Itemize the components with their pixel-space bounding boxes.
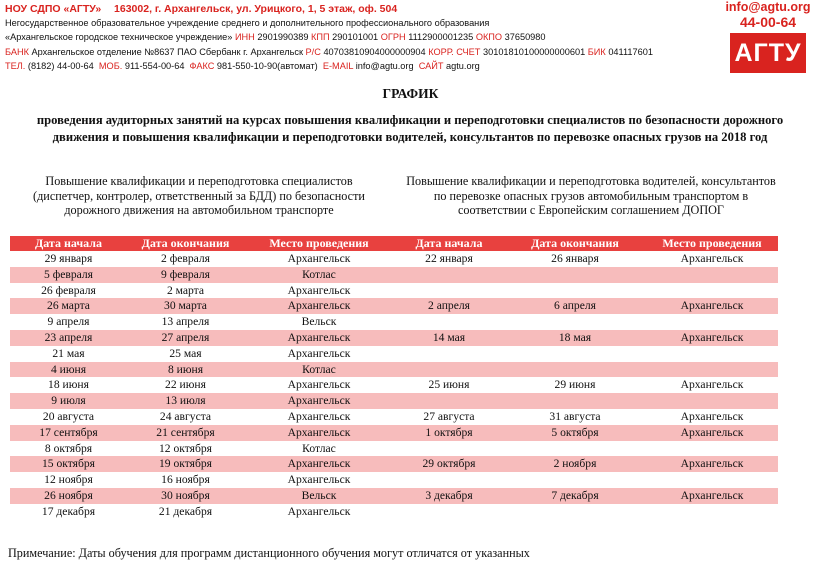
cell-start-left: 9 апреля — [47, 315, 90, 329]
cell-start-right — [394, 346, 504, 362]
cell-place-right: Архангельск — [680, 425, 744, 439]
cell-start-right — [394, 393, 504, 409]
cell-end-left: 19 октября — [158, 457, 213, 471]
tel-label: ТЕЛ. — [5, 60, 26, 71]
cell-place-left: Котлас — [302, 441, 336, 455]
cell-end-left: 30 ноября — [161, 488, 210, 502]
email-label: E-MAIL — [322, 60, 354, 71]
cell-end-left: 12 октября — [158, 441, 213, 455]
cell-start-left: 17 декабря — [41, 504, 96, 518]
table-row — [10, 362, 778, 378]
cell-end-left: 21 сентября — [156, 425, 215, 439]
cell-end-right: 7 декабря — [551, 488, 599, 502]
table-row — [10, 441, 778, 457]
org-address: 163002, г. Архангельск, ул. Урицкого, 1, 5 этаж, оф. 504 — [114, 3, 398, 15]
letterhead-line-5 — [5, 59, 725, 73]
col-header-end-right: Дата окончания — [531, 236, 619, 250]
cell-place-left: Архангельск — [287, 283, 351, 297]
rs-value: 40703810904000000904 — [323, 46, 426, 57]
cell-start-right: 3 декабря — [425, 488, 473, 502]
cell-start-left: 26 февраля — [41, 283, 96, 297]
cell-start-left: 5 февраля — [44, 267, 93, 281]
cell-start-right — [394, 504, 504, 520]
cell-place-right — [646, 267, 778, 283]
cell-start-right: 25 июня — [428, 378, 470, 392]
cell-start-left: 17 сентября — [39, 425, 98, 439]
cell-place-left: Котлас — [302, 267, 336, 281]
cell-start-left: 20 августа — [42, 409, 95, 423]
table-row — [10, 346, 778, 362]
letterhead-line-4 — [5, 45, 725, 59]
ogrn-label: ОГРН — [380, 32, 406, 43]
program-left-title: Повышение квалификации и переподготовка специалистов (диспетчер, контролер, ответственный за БДД) по безопасности дорожного движения на автомобильном транспорте — [33, 174, 365, 217]
table-row — [10, 409, 778, 425]
cell-place-right — [646, 346, 778, 362]
cell-end-right — [504, 346, 646, 362]
fax-label: ФАКС — [189, 60, 215, 71]
cell-end-right: 31 августа — [549, 409, 601, 423]
cell-end-left: 16 ноября — [161, 473, 210, 487]
table-row — [10, 425, 778, 441]
cell-place-left: Архангельск — [287, 457, 351, 471]
okpo-label: ОКПО — [475, 32, 503, 43]
cell-end-right — [504, 267, 646, 283]
cell-end-right: 5 октября — [551, 425, 599, 439]
mob-value: 911-554-00-64 — [124, 60, 185, 71]
cell-place-right: Архангельск — [680, 252, 744, 265]
ogrn-value: 1112900001235 — [408, 32, 474, 43]
cell-place-right — [646, 283, 778, 299]
cell-place-left: Вельск — [301, 315, 337, 329]
schedule-table — [10, 236, 778, 520]
cell-end-right: 18 мая — [558, 330, 592, 344]
org-short-name: «Архангельское городское техническое учреждение» — [5, 32, 233, 43]
cell-end-left: 22 июня — [165, 378, 206, 392]
tel-value: (8182) 44-00-64 — [27, 60, 94, 71]
site-label: САЙТ — [418, 60, 444, 71]
table-row — [10, 456, 778, 472]
cell-place-right — [646, 362, 778, 378]
cell-start-right — [394, 267, 504, 283]
site-link[interactable]: agtu.org — [446, 60, 480, 71]
bank-label: БАНК — [5, 46, 29, 57]
cell-place-right — [646, 314, 778, 330]
table-header-row — [10, 236, 778, 251]
cell-start-left: 9 июля — [51, 394, 86, 408]
cell-start-left: 21 мая — [52, 346, 85, 360]
cell-place-left: Котлас — [302, 362, 336, 376]
cell-end-left: 27 апреля — [161, 330, 210, 344]
table-row — [10, 314, 778, 330]
org-full-name: Негосударственное образовательное учреждение среднего и дополнительного профессионального образования — [5, 18, 490, 29]
brand-phone: 44-00-64 — [739, 14, 797, 30]
bank-value: Архангельское отделение №8637 ПАО Сбербанк г. Архангельск — [31, 46, 303, 57]
cell-start-left: 23 апреля — [44, 330, 93, 344]
table-row — [10, 283, 778, 299]
letterhead-line-1 — [5, 2, 725, 16]
table-row — [10, 377, 778, 393]
cell-end-left: 13 апреля — [161, 315, 210, 329]
cell-place-left: Архангельск — [287, 504, 351, 518]
table-row — [10, 267, 778, 283]
cell-end-left: 2 февраля — [161, 252, 210, 265]
cell-place-right — [646, 472, 778, 488]
cell-end-left: 2 марта — [166, 283, 205, 297]
cell-place-right: Архангельск — [680, 409, 744, 423]
cell-place-left: Архангельск — [287, 473, 351, 487]
cell-place-right: Архангельск — [680, 330, 744, 344]
cell-start-right: 1 октября — [425, 425, 473, 439]
cell-start-right: 14 мая — [432, 330, 466, 344]
table-body — [10, 251, 778, 520]
cell-start-left: 8 октября — [44, 441, 93, 455]
cell-end-left: 21 декабря — [158, 504, 213, 518]
ks-value: 30101810100000000601 — [482, 46, 586, 57]
cell-start-right — [394, 441, 504, 457]
page-title: ГРАФИК — [382, 86, 439, 101]
cell-end-left: 8 июня — [167, 362, 204, 376]
cell-end-left: 9 февраля — [161, 267, 210, 281]
col-header-start-right: Дата начала — [415, 236, 483, 250]
cell-end-right: 26 января — [551, 252, 599, 265]
cell-start-right: 2 апреля — [428, 299, 470, 313]
cell-start-left: 4 июня — [50, 362, 87, 376]
page-subtitle: проведения аудиторных занятий на курсах повышения квалификации и переподготовки специалистов по безопасности дорожного движения и повышения квалификации и переподготовки водителей, консультантов по перевозке опасных грузов на 2018 год — [36, 113, 784, 144]
table-row — [10, 298, 778, 314]
cell-place-left: Архангельск — [287, 252, 351, 265]
cell-place-right — [646, 441, 778, 457]
brand-email[interactable]: info@agtu.org — [725, 0, 811, 14]
cell-place-left: Архангельск — [287, 330, 351, 344]
cell-start-left: 15 октября — [41, 457, 96, 471]
cell-place-right — [646, 393, 778, 409]
bik-label: БИК — [587, 46, 606, 57]
cell-end-right: 29 июня — [554, 378, 596, 392]
cell-start-right — [394, 283, 504, 299]
cell-end-right: 2 ноября — [553, 457, 597, 471]
cell-place-left: Архангельск — [287, 409, 351, 423]
cell-start-left: 18 июня — [48, 378, 89, 392]
cell-place-left: Архангельск — [287, 394, 351, 408]
cell-end-right — [504, 472, 646, 488]
program-right-title: Повышение квалификации и переподготовка водителей, консультантов по перевозке опасных грузов автомобильным транспортом в соответствии с Европейским соглашением ДОПОГ — [406, 174, 776, 217]
cell-place-left: Вельск — [301, 488, 337, 502]
kpp-value: 290101001 — [332, 32, 379, 43]
cell-place-left: Архангельск — [287, 425, 351, 439]
table-row — [10, 472, 778, 488]
cell-start-right — [394, 314, 504, 330]
cell-end-left: 24 августа — [159, 409, 212, 423]
cell-start-left: 29 января — [44, 252, 93, 265]
brand-block — [723, 0, 813, 73]
agtu-logo: АГТУ — [730, 33, 806, 73]
bik-value: 041117601 — [608, 46, 653, 57]
cell-end-right: 6 апреля — [554, 299, 596, 313]
cell-start-left: 26 ноября — [44, 488, 93, 502]
org-name: НОУ СДПО «АГТУ» — [5, 3, 102, 15]
footnote: Примечание: Даты обучения для программ дистанционного обучения могут отличатся от указанных — [8, 546, 530, 560]
fax-value: 981-550-10-90(автомат) — [216, 60, 318, 71]
cell-end-left: 25 мая — [169, 346, 202, 360]
email-link[interactable]: info@agtu.org — [355, 60, 414, 71]
table-row — [10, 504, 778, 520]
col-header-place-right: Место проведения — [662, 236, 762, 250]
table-row — [10, 488, 778, 504]
inn-value: 2901990389 — [257, 32, 309, 43]
cell-place-right: Архангельск — [680, 299, 744, 313]
cell-end-right — [504, 393, 646, 409]
cell-end-right — [504, 283, 646, 299]
cell-end-right — [504, 362, 646, 378]
col-header-start-left: Дата начала — [34, 236, 103, 250]
cell-end-right — [504, 441, 646, 457]
inn-label: ИНН — [234, 32, 255, 43]
table-row — [10, 330, 778, 346]
cell-place-right — [646, 504, 778, 520]
cell-end-right — [504, 314, 646, 330]
cell-start-right — [394, 472, 504, 488]
cell-place-left: Архангельск — [287, 378, 351, 392]
cell-place-right: Архангельск — [680, 378, 744, 392]
cell-place-right: Архангельск — [680, 488, 744, 502]
mob-label: МОБ. — [98, 60, 123, 71]
cell-start-right: 29 октября — [422, 457, 476, 471]
okpo-value: 37650980 — [504, 32, 546, 43]
col-header-place-left: Место проведения — [269, 236, 369, 250]
cell-end-left: 13 июля — [165, 394, 206, 408]
cell-place-right: Архангельск — [680, 457, 744, 471]
rs-label: Р/С — [305, 46, 321, 57]
cell-start-right: 27 августа — [423, 409, 475, 423]
cell-place-left: Архангельск — [287, 299, 351, 313]
table-row — [10, 393, 778, 409]
letterhead — [5, 2, 725, 73]
ks-label: КОРР. СЧЕТ — [428, 46, 481, 57]
letterhead-line-3 — [5, 30, 725, 44]
cell-place-left: Архангельск — [287, 346, 351, 360]
cell-start-right — [394, 362, 504, 378]
cell-end-left: 30 марта — [164, 299, 207, 313]
cell-start-right: 22 января — [425, 252, 473, 265]
cell-start-left: 12 ноября — [44, 473, 93, 487]
kpp-label: КПП — [311, 32, 330, 43]
cell-start-left: 26 марта — [47, 299, 90, 313]
col-header-end-left: Дата окончания — [141, 236, 230, 250]
table-row — [10, 251, 778, 267]
cell-end-right — [504, 504, 646, 520]
